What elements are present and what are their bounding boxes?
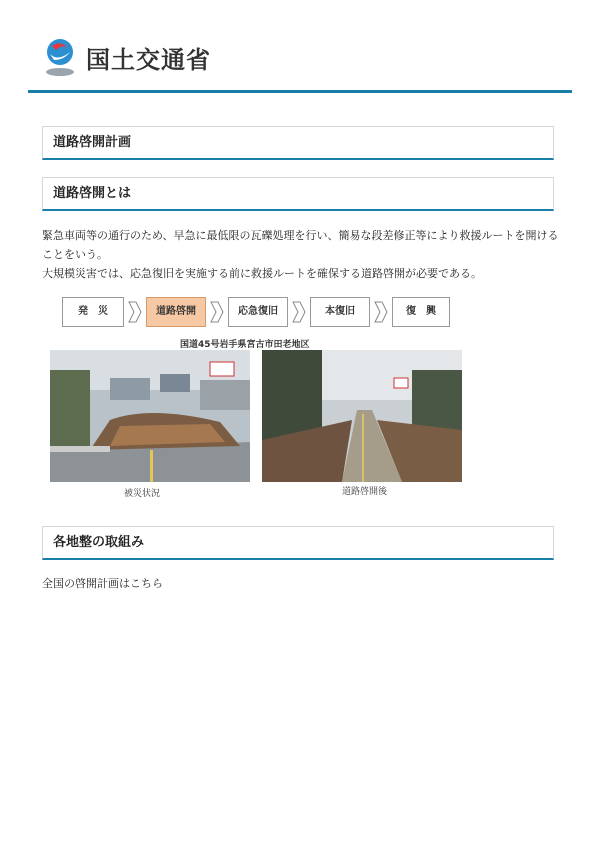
about-paragraph-1: 緊急車両等の通行のため、早急に最低限の瓦礫処理を行い、簡易な段差修正等により救援ルートを開けることをいう。 (42, 229, 559, 261)
mlit-logo-icon[interactable] (42, 38, 78, 78)
chevron-right-icon (374, 301, 388, 323)
chevron-right-icon (210, 301, 224, 323)
nationwide-plan-link[interactable]: 全国の啓開計画はこちら (42, 577, 163, 590)
flow-step-emergency-repair: 応急復旧 (228, 297, 288, 327)
chevron-right-icon (292, 301, 306, 323)
section-heading-about: 道路啓開とは (42, 177, 554, 211)
caption-cleared: 道路啓開後 (342, 487, 388, 497)
caption-damage: 被災状況 (124, 489, 161, 499)
header-rule (28, 90, 572, 93)
flow-step-reconstruction: 復 興 (392, 297, 450, 327)
about-paragraph-2: 大規模災害では、応急復旧を実施する前に救援ルートを確保する道路啓開が必要である。 (42, 267, 482, 280)
logo-text[interactable]: 国土交通省 (86, 46, 211, 74)
site-header (28, 30, 572, 94)
section-heading-bureau: 各地整の取組み (42, 526, 554, 560)
figure-location-caption: 国道45号岩手県宮古市田老地区 (180, 340, 310, 350)
flow-step-full-repair: 本復旧 (310, 297, 370, 327)
flow-step-road-clearing: 道路啓開 (146, 297, 206, 327)
recovery-flow-diagram (62, 297, 462, 329)
chevron-right-icon (128, 301, 142, 323)
damage-photo (50, 350, 250, 482)
flow-step-disaster: 発 災 (62, 297, 124, 327)
section-heading-plan: 道路啓開計画 (42, 126, 554, 160)
cleared-road-photo (262, 350, 462, 482)
